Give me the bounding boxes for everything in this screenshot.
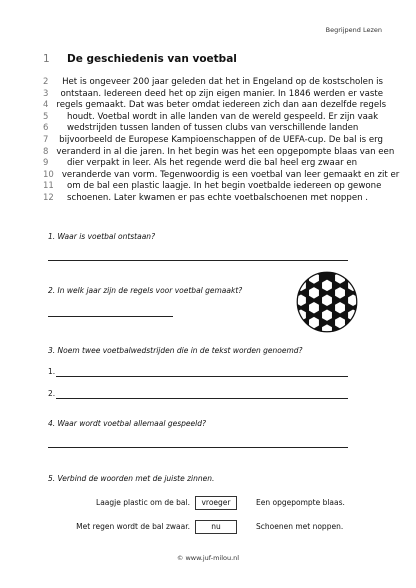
- match-word-vroeger[interactable]: vroeger: [195, 496, 237, 510]
- line-text: houdt. Voetbal wordt in alle landen van de wereld gespeeld. Er zijn vaak: [67, 111, 379, 122]
- line-text: ontstaan. Iedereen deed het op zijn eigen manier. In 1846 werden er vaste: [60, 88, 383, 99]
- match-right-1: Een opgepompte blaas.: [256, 498, 345, 507]
- page-title: De geschiedenis van voetbal: [67, 53, 237, 65]
- text-line: [43, 181, 383, 193]
- line-number: 5: [43, 111, 49, 122]
- line-text: Het is ongeveer 200 jaar geleden dat het in Engeland op de kostscholen is: [62, 77, 383, 87]
- text-line: [43, 100, 387, 112]
- line-number: 11: [43, 181, 54, 192]
- line-number: 3: [43, 88, 49, 99]
- match-left-2: Met regen wordt de bal zwaar.: [76, 522, 190, 531]
- question-5: 5. Verbind de woorden met de juiste zinnen.: [48, 474, 215, 483]
- text-line: [43, 193, 383, 205]
- answer-line-3a[interactable]: [56, 376, 348, 377]
- text-line: [43, 169, 400, 182]
- title-row: [43, 53, 237, 65]
- answer-line-1[interactable]: [48, 260, 348, 261]
- question-4: 4. Waar wordt voetbal allemaal gespeeld?: [48, 419, 206, 428]
- line-text: schoenen. Later kwamen er pas echte voetbalschoenen met noppen .: [67, 192, 369, 203]
- line-number: 8: [43, 146, 49, 157]
- question-3: 3. Noem twee voetbalwedstrijden die in de tekst worden genoemd?: [48, 346, 303, 355]
- question-2: 2. In welk jaar zijn de regels voor voetbal gemaakt?: [48, 286, 243, 295]
- line-number: 12: [43, 192, 54, 203]
- line-number: 6: [43, 123, 49, 134]
- answer-line-2[interactable]: [48, 316, 173, 317]
- line-text: om de bal een plastic laagje. In het begin voetbalde iedereen op gewone: [67, 181, 382, 192]
- reading-text: [43, 77, 400, 205]
- line-number: 4: [43, 100, 49, 111]
- text-line: [43, 146, 395, 159]
- match-left-1: Laagje plastic om de bal.: [96, 498, 190, 507]
- text-line: [43, 135, 383, 147]
- text-line: [43, 112, 383, 124]
- text-line: [43, 77, 383, 89]
- line-text: veranderd in al die jaren. In het begin was het een opgepompte blaas van een: [56, 146, 395, 157]
- text-line: [43, 123, 383, 135]
- page-header: Begrijpend Lezen: [325, 26, 382, 34]
- answer-line-3b[interactable]: [56, 398, 348, 399]
- soccer-ball-icon: [296, 271, 358, 333]
- line-number: 10: [43, 169, 54, 180]
- line-number: 1: [43, 53, 50, 65]
- footer-credit: © www.juf-milou.nl: [176, 554, 240, 562]
- text-line: [43, 89, 383, 101]
- line-text: bijvoorbeeld de Europese Kampioenschappen of de UEFA-cup. De bal is erg: [59, 134, 383, 145]
- line-text: dier verpakt in leer. Als het regende werd die bal heel erg zwaar en: [67, 158, 358, 169]
- text-line: [43, 158, 383, 170]
- answer-line-4[interactable]: [48, 447, 348, 448]
- line-text: wedstrijden tussen landen of tussen clubs van verschillende landen: [67, 123, 359, 134]
- line-number: 2: [43, 77, 49, 87]
- match-word-nu[interactable]: nu: [195, 520, 237, 534]
- answer-label-2: 2.: [48, 389, 56, 398]
- line-number: 7: [43, 134, 49, 145]
- answer-label-1: 1.: [48, 367, 56, 376]
- line-text: veranderde van vorm. Tegenwoordig is een voetbal van leer gemaakt en zit er: [61, 169, 400, 180]
- line-text: regels gemaakt. Dat was beter omdat iedereen zich dan aan dezelfde regels: [56, 100, 387, 111]
- match-right-2: Schoenen met noppen.: [256, 522, 344, 531]
- line-number: 9: [43, 158, 49, 169]
- question-1: 1. Waar is voetbal ontstaan?: [48, 232, 156, 241]
